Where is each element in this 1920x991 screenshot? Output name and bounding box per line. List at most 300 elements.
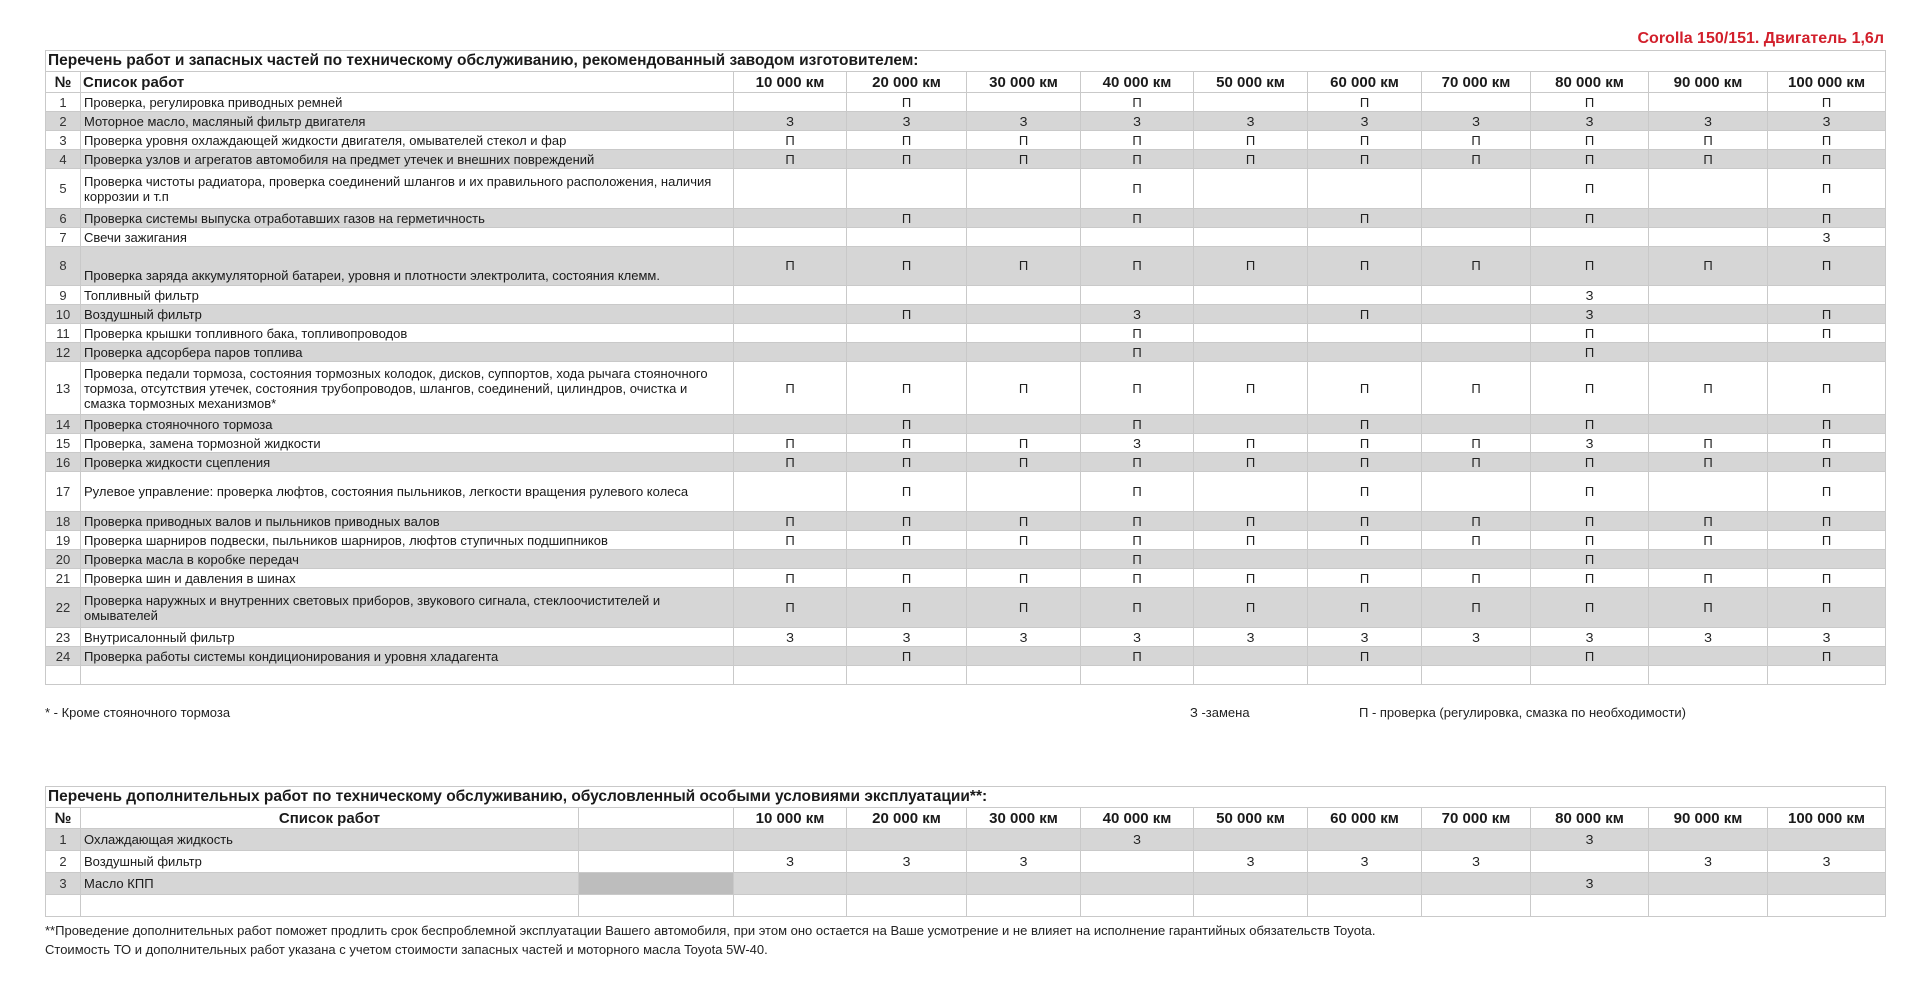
service-mark: П	[1768, 93, 1886, 112]
table-row	[46, 209, 1886, 228]
service-mark: П	[1768, 647, 1886, 666]
row-number: 8	[46, 247, 81, 286]
extra-works-table	[45, 786, 1886, 917]
service-mark: З	[1081, 829, 1194, 851]
service-mark: П	[847, 150, 967, 169]
service-mark	[1422, 873, 1531, 895]
service-mark	[1081, 851, 1194, 873]
service-mark	[967, 305, 1081, 324]
row-number: 16	[46, 453, 81, 472]
service-mark	[1422, 228, 1531, 247]
service-mark: П	[1649, 453, 1768, 472]
service-mark	[1422, 305, 1531, 324]
service-mark: П	[1422, 131, 1531, 150]
work-item-label: Проверка, замена тормозной жидкости	[81, 434, 734, 453]
service-mark	[1308, 550, 1422, 569]
service-mark	[1308, 169, 1422, 209]
row-number: 21	[46, 569, 81, 588]
interval-header: 100 000 км	[1768, 72, 1886, 93]
service-mark	[967, 169, 1081, 209]
service-mark: П	[1649, 569, 1768, 588]
row-number: 3	[46, 873, 81, 895]
service-mark: П	[847, 647, 967, 666]
blank-cell	[579, 829, 734, 851]
empty-cell	[1768, 666, 1886, 685]
empty-cell	[46, 895, 81, 917]
service-mark: П	[1194, 434, 1308, 453]
service-mark: З	[1768, 851, 1886, 873]
service-mark: П	[1308, 588, 1422, 628]
service-mark: З	[847, 112, 967, 131]
service-mark: П	[1531, 415, 1649, 434]
service-mark: З	[967, 628, 1081, 647]
service-mark	[734, 829, 847, 851]
service-mark	[734, 228, 847, 247]
service-mark: П	[1422, 247, 1531, 286]
service-mark	[1422, 550, 1531, 569]
service-mark	[1422, 415, 1531, 434]
service-mark: П	[967, 531, 1081, 550]
service-mark: П	[1768, 434, 1886, 453]
work-item-label: Проверка стояночного тормоза	[81, 415, 734, 434]
table-row-empty	[46, 895, 1886, 917]
service-mark: П	[1422, 531, 1531, 550]
service-mark	[967, 343, 1081, 362]
service-mark: П	[1422, 362, 1531, 415]
interval-header: 60 000 км	[1308, 72, 1422, 93]
service-mark: П	[1081, 169, 1194, 209]
service-mark	[1649, 415, 1768, 434]
service-mark: П	[734, 512, 847, 531]
table-row	[46, 873, 1886, 895]
interval-header: 80 000 км	[1531, 72, 1649, 93]
service-mark: П	[734, 569, 847, 588]
model-title: Corolla 150/151. Двигатель 1,6л	[1637, 30, 1884, 47]
service-mark: П	[847, 453, 967, 472]
work-item-label: Проверка шин и давления в шинах	[81, 569, 734, 588]
blank-cell	[579, 851, 734, 873]
interval-header: 50 000 км	[1194, 72, 1308, 93]
service-mark: П	[1768, 531, 1886, 550]
service-mark: П	[1194, 531, 1308, 550]
service-mark: П	[734, 150, 847, 169]
service-mark	[1194, 228, 1308, 247]
interval-header: 10 000 км	[734, 72, 847, 93]
work-item-label: Моторное масло, масляный фильтр двигателя	[81, 112, 734, 131]
empty-cell	[81, 666, 734, 685]
work-item-label: Проверка заряда аккумуляторной батареи, уровня и плотности электролита, состояния клемм.	[81, 247, 734, 286]
service-mark	[1081, 286, 1194, 305]
service-mark	[1308, 324, 1422, 343]
service-mark	[967, 209, 1081, 228]
service-mark	[1422, 169, 1531, 209]
service-mark	[847, 169, 967, 209]
service-mark: П	[847, 209, 967, 228]
row-number: 15	[46, 434, 81, 453]
service-mark: З	[1194, 851, 1308, 873]
service-mark: З	[1531, 112, 1649, 131]
service-mark	[1194, 873, 1308, 895]
service-mark: З	[1308, 112, 1422, 131]
service-mark	[1649, 228, 1768, 247]
service-mark: П	[1768, 324, 1886, 343]
service-mark: П	[1308, 647, 1422, 666]
footnote-brake: * - Кроме стояночного тормоза	[45, 705, 231, 720]
service-mark	[1649, 324, 1768, 343]
interval-header: 20 000 км	[847, 72, 967, 93]
service-mark	[967, 324, 1081, 343]
service-mark	[1649, 829, 1768, 851]
footnote-cost: Стоимость ТО и дополнительных работ указана с учетом стоимости запасных частей и моторного масла Toyota 5W-40.	[45, 942, 768, 957]
service-mark: З	[1308, 851, 1422, 873]
empty-cell	[46, 666, 81, 685]
service-mark: П	[847, 93, 967, 112]
service-mark	[1649, 472, 1768, 512]
row-number: 12	[46, 343, 81, 362]
service-mark: П	[1531, 588, 1649, 628]
service-mark: З	[847, 628, 967, 647]
service-mark	[1194, 343, 1308, 362]
service-mark	[734, 169, 847, 209]
service-mark	[734, 873, 847, 895]
service-mark	[1649, 209, 1768, 228]
service-mark: П	[847, 131, 967, 150]
service-mark	[1422, 209, 1531, 228]
service-mark: П	[1308, 472, 1422, 512]
service-mark: П	[1768, 169, 1886, 209]
extra-caption: Перечень дополнительных работ по техническому обслуживанию, обусловленный особыми условиями эксплуатации**:	[46, 787, 1886, 808]
interval-header: 20 000 км	[847, 808, 967, 829]
extra-list-header: Список работ	[81, 808, 579, 829]
service-mark: П	[1531, 93, 1649, 112]
service-mark	[967, 93, 1081, 112]
service-mark	[1422, 343, 1531, 362]
service-mark	[1308, 228, 1422, 247]
service-mark: П	[1649, 131, 1768, 150]
empty-cell	[1649, 666, 1768, 685]
work-item-label: Рулевое управление: проверка люфтов, состояния пыльников, легкости вращения рулевого колеса	[81, 472, 734, 512]
service-mark: З	[1194, 112, 1308, 131]
service-mark: З	[1649, 628, 1768, 647]
service-mark: П	[1649, 512, 1768, 531]
service-mark	[1649, 873, 1768, 895]
service-mark: П	[1308, 93, 1422, 112]
service-mark	[734, 472, 847, 512]
service-mark: П	[1081, 647, 1194, 666]
empty-cell	[967, 666, 1081, 685]
interval-header: 10 000 км	[734, 808, 847, 829]
service-mark: П	[1768, 150, 1886, 169]
table-row	[46, 343, 1886, 362]
service-mark	[1422, 93, 1531, 112]
service-mark: П	[1308, 362, 1422, 415]
service-mark	[1194, 829, 1308, 851]
interval-header: 60 000 км	[1308, 808, 1422, 829]
service-mark	[1649, 305, 1768, 324]
service-mark	[967, 228, 1081, 247]
service-mark: П	[1081, 247, 1194, 286]
table-row	[46, 829, 1886, 851]
row-number: 4	[46, 150, 81, 169]
row-number: 11	[46, 324, 81, 343]
work-item-label: Проверка чистоты радиатора, проверка соединений шлангов и их правильного расположения, наличия коррозии и т.п	[81, 169, 734, 209]
service-mark: З	[734, 851, 847, 873]
legend-check: П - проверка (регулировка, смазка по необходимости)	[1359, 705, 1687, 720]
extra-blank-header	[579, 808, 734, 829]
service-mark	[847, 829, 967, 851]
service-mark	[1194, 324, 1308, 343]
service-mark: П	[847, 588, 967, 628]
service-mark: П	[1308, 247, 1422, 286]
table-row	[46, 531, 1886, 550]
work-item-label: Проверка педали тормоза, состояния тормозных колодок, дисков, суппортов, хода рычага стояночного тормоза, отсутствия утечек, состояния трубопроводов, шлангов, соединений, цилиндров, очистка и смазка тормозных механизмов*	[81, 362, 734, 415]
table-row	[46, 453, 1886, 472]
service-mark	[1768, 286, 1886, 305]
work-item-label: Проверка уровня охлаждающей жидкости двигателя, омывателей стекол и фар	[81, 131, 734, 150]
service-mark	[1194, 550, 1308, 569]
service-mark: З	[1649, 851, 1768, 873]
service-mark	[734, 93, 847, 112]
service-mark: П	[1768, 472, 1886, 512]
table-row	[46, 569, 1886, 588]
service-mark: П	[1194, 150, 1308, 169]
service-mark	[1081, 873, 1194, 895]
service-mark	[734, 324, 847, 343]
service-mark: З	[1649, 112, 1768, 131]
row-number: 1	[46, 829, 81, 851]
service-mark: П	[1649, 362, 1768, 415]
service-mark: П	[847, 434, 967, 453]
service-mark	[1308, 343, 1422, 362]
row-number: 2	[46, 112, 81, 131]
table-row	[46, 150, 1886, 169]
num-header: №	[46, 72, 81, 93]
service-mark: П	[1531, 169, 1649, 209]
service-mark	[1531, 851, 1649, 873]
service-mark	[1649, 647, 1768, 666]
work-item-label: Проверка наружных и внутренних световых приборов, звукового сигнала, стеклоочистителей и омывателей	[81, 588, 734, 628]
empty-cell	[1422, 666, 1531, 685]
service-mark: П	[967, 569, 1081, 588]
service-mark: П	[1194, 362, 1308, 415]
row-number: 5	[46, 169, 81, 209]
service-mark: П	[734, 131, 847, 150]
empty-cell	[1194, 895, 1308, 917]
empty-cell	[1422, 895, 1531, 917]
work-item-label: Проверка узлов и агрегатов автомобиля на предмет утечек и внешних повреждений	[81, 150, 734, 169]
service-mark: П	[1531, 531, 1649, 550]
service-mark	[1768, 550, 1886, 569]
service-mark: П	[847, 362, 967, 415]
service-mark	[1308, 829, 1422, 851]
table-row	[46, 228, 1886, 247]
service-mark	[847, 324, 967, 343]
row-number: 1	[46, 93, 81, 112]
service-mark: З	[1531, 628, 1649, 647]
work-item-label: Охлаждающая жидкость	[81, 829, 579, 851]
service-mark: П	[1422, 588, 1531, 628]
service-mark: П	[1081, 324, 1194, 343]
service-mark: П	[1531, 512, 1649, 531]
service-mark	[734, 343, 847, 362]
service-mark: П	[1081, 150, 1194, 169]
work-item-label: Проверка адсорбера паров топлива	[81, 343, 734, 362]
maintenance-caption: Перечень работ и запасных частей по техническому обслуживанию, рекомендованный заводом изготовителем:	[46, 51, 1886, 72]
empty-cell	[1531, 666, 1649, 685]
table-row	[46, 169, 1886, 209]
service-mark: З	[1422, 112, 1531, 131]
maintenance-table	[45, 50, 1886, 685]
work-item-label: Внутрисалонный фильтр	[81, 628, 734, 647]
service-mark: П	[1531, 324, 1649, 343]
service-mark: П	[847, 512, 967, 531]
service-mark: П	[1422, 512, 1531, 531]
empty-cell	[579, 895, 734, 917]
service-mark	[967, 550, 1081, 569]
interval-header: 40 000 км	[1081, 808, 1194, 829]
service-mark: П	[1081, 550, 1194, 569]
table-row	[46, 512, 1886, 531]
service-mark	[1531, 228, 1649, 247]
service-mark: З	[967, 851, 1081, 873]
empty-cell	[1308, 895, 1422, 917]
empty-cell	[1768, 895, 1886, 917]
work-item-label: Проверка крышки топливного бака, топливопроводов	[81, 324, 734, 343]
work-item-label: Проверка, регулировка приводных ремней	[81, 93, 734, 112]
service-mark: З	[1422, 851, 1531, 873]
service-mark: П	[1081, 209, 1194, 228]
empty-cell	[847, 895, 967, 917]
service-mark	[847, 286, 967, 305]
interval-header: 30 000 км	[967, 72, 1081, 93]
blank-cell	[579, 873, 734, 895]
service-mark: П	[1081, 588, 1194, 628]
service-mark: П	[734, 434, 847, 453]
service-mark	[847, 228, 967, 247]
service-mark: П	[1081, 531, 1194, 550]
service-mark: З	[1422, 628, 1531, 647]
service-mark	[1194, 93, 1308, 112]
service-mark: З	[734, 628, 847, 647]
service-mark: П	[1768, 305, 1886, 324]
service-mark: П	[1531, 647, 1649, 666]
service-mark	[1768, 343, 1886, 362]
service-mark	[847, 550, 967, 569]
work-item-label: Масло КПП	[81, 873, 579, 895]
service-mark: П	[1531, 150, 1649, 169]
service-mark: П	[967, 362, 1081, 415]
service-mark: П	[1194, 453, 1308, 472]
service-mark: П	[967, 434, 1081, 453]
work-item-label: Проверка шарниров подвески, пыльников шарниров, люфтов ступичных подшипников	[81, 531, 734, 550]
service-mark: П	[1081, 93, 1194, 112]
service-mark: З	[734, 112, 847, 131]
row-number: 13	[46, 362, 81, 415]
work-item-label: Топливный фильтр	[81, 286, 734, 305]
table-row	[46, 647, 1886, 666]
extra-num-header: №	[46, 808, 81, 829]
service-mark: П	[1308, 150, 1422, 169]
service-mark: П	[1649, 247, 1768, 286]
service-mark	[1194, 305, 1308, 324]
work-item-label: Воздушный фильтр	[81, 305, 734, 324]
empty-cell	[1308, 666, 1422, 685]
service-mark	[1422, 647, 1531, 666]
service-mark: П	[847, 472, 967, 512]
service-mark	[967, 286, 1081, 305]
empty-cell	[847, 666, 967, 685]
service-mark: П	[1308, 512, 1422, 531]
service-mark	[1422, 324, 1531, 343]
service-mark: П	[1194, 588, 1308, 628]
service-mark: З	[1768, 228, 1886, 247]
service-mark	[1649, 343, 1768, 362]
service-mark	[967, 415, 1081, 434]
service-mark: П	[847, 531, 967, 550]
service-mark: П	[1194, 569, 1308, 588]
service-mark: П	[1422, 569, 1531, 588]
service-mark: З	[1308, 628, 1422, 647]
list-header: Список работ	[81, 72, 734, 93]
row-number: 6	[46, 209, 81, 228]
table-row	[46, 247, 1886, 286]
service-mark	[1308, 873, 1422, 895]
row-number: 2	[46, 851, 81, 873]
table-row	[46, 434, 1886, 453]
service-mark: П	[1308, 305, 1422, 324]
table-row	[46, 93, 1886, 112]
service-mark: П	[1081, 343, 1194, 362]
service-mark: З	[1531, 829, 1649, 851]
service-mark: П	[1194, 512, 1308, 531]
row-number: 24	[46, 647, 81, 666]
work-item-label: Свечи зажигания	[81, 228, 734, 247]
empty-cell	[967, 895, 1081, 917]
service-mark: П	[1768, 247, 1886, 286]
service-mark: П	[1768, 588, 1886, 628]
table-row	[46, 472, 1886, 512]
table-row	[46, 324, 1886, 343]
service-mark	[734, 415, 847, 434]
service-mark: П	[1308, 434, 1422, 453]
row-number: 19	[46, 531, 81, 550]
interval-header: 70 000 км	[1422, 72, 1531, 93]
service-mark: З	[1194, 628, 1308, 647]
table-row	[46, 112, 1886, 131]
service-mark: П	[1422, 434, 1531, 453]
service-mark	[1768, 873, 1886, 895]
service-mark	[967, 873, 1081, 895]
row-number: 9	[46, 286, 81, 305]
row-number: 17	[46, 472, 81, 512]
service-mark: П	[1768, 131, 1886, 150]
service-mark: П	[1422, 150, 1531, 169]
service-mark: П	[1768, 209, 1886, 228]
service-mark	[1649, 550, 1768, 569]
table-row	[46, 588, 1886, 628]
service-mark	[734, 305, 847, 324]
service-mark	[1649, 93, 1768, 112]
service-mark: П	[847, 247, 967, 286]
service-mark: П	[1081, 131, 1194, 150]
legend-replace: З -замена	[1190, 705, 1250, 720]
service-mark: П	[1308, 131, 1422, 150]
empty-cell	[81, 895, 579, 917]
interval-header: 50 000 км	[1194, 808, 1308, 829]
service-mark: П	[1308, 415, 1422, 434]
service-mark: П	[734, 531, 847, 550]
row-number: 14	[46, 415, 81, 434]
